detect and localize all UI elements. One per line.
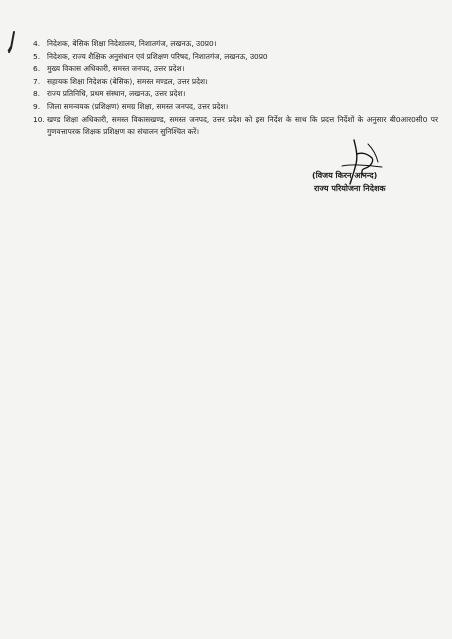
signature-block (298, 150, 438, 200)
list-item-text: निदेशक, बेसिक शिक्षा निदेशालय, निशातगंज, लखनऊ, उ0प्र0। (47, 39, 217, 48)
list-item-text: राज्य प्रतिनिधि, प्रथम संस्थान, लखनऊ, उत्तर प्रदेश। (47, 89, 186, 99)
list-item-number: 6. (33, 64, 41, 74)
list-item-text: सहायक शिक्षा निदेशक (बेसिक), समस्त मण्डल, उत्तर प्रदेश। (47, 76, 208, 86)
list-item-number: 8. (33, 89, 41, 99)
list-item-number: 10. (33, 114, 45, 124)
signatory-name: (विजय किरन आनन्द) (312, 171, 378, 180)
pen-mark (4, 30, 20, 54)
list-item (33, 63, 438, 76)
list-item (33, 114, 438, 139)
list-item (33, 76, 438, 89)
list-item-text: निदेशक, राज्य शैक्षिक अनुसंधान एवं प्रशिक्षण परिषद, निशातगंज, लखनऊ, उ0प्र0 (47, 51, 268, 61)
list-item (33, 101, 438, 114)
list-item-number: 5. (33, 51, 41, 61)
list-item-number: 9. (33, 101, 41, 111)
list-item (33, 38, 438, 51)
list-item-number: 4. (33, 39, 41, 48)
list-item-text: खण्ड शिक्षा अधिकारी, समस्त विकासखण्ड, समस्त जनपद, उत्तर प्रदेश को इस निर्देश के साथ कि प्रदत्त निर्देशों के अनुसार बी0आर0सी0 पर गुणवत्तापरक शिक्षक प्रशिक्षण का संचालन सुनिश्चित करें। (47, 114, 438, 137)
list-item (33, 88, 438, 101)
list-item-text: मुख्य विकास अधिकारी, समस्त जनपद, उत्तर प्रदेश। (47, 64, 185, 74)
distribution-list (33, 38, 438, 139)
list-item (33, 51, 438, 64)
signatory-designation: राज्य परियोजना निदेशक (314, 184, 386, 193)
list-item-text: जिला समन्वयक (प्रशिक्षण) समग्र शिक्षा, समस्त जनपद, उत्तर प्रदेश। (47, 101, 229, 111)
list-item-number: 7. (33, 76, 41, 86)
